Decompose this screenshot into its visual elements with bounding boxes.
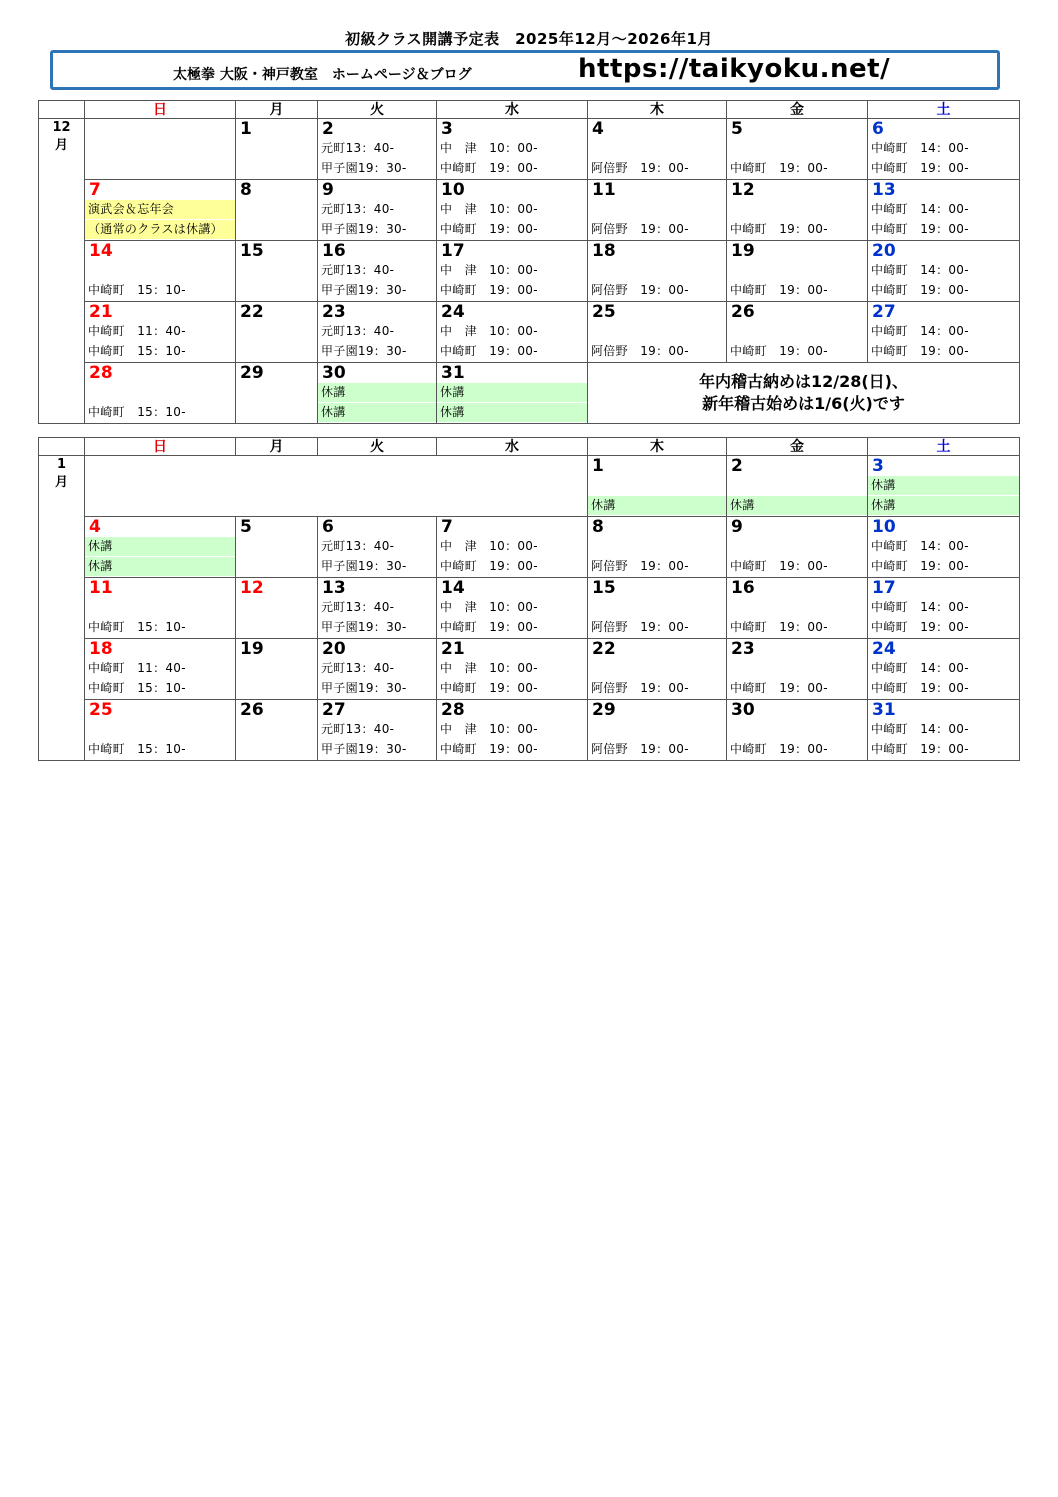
class-schedule-line: 中崎町 19：00- [440,222,538,236]
class-schedule-line: 中 津 10：00- [440,324,538,338]
class-schedule-line [727,200,867,219]
class-schedule-line [236,159,317,178]
day-number: 12 [240,578,264,598]
weekday-tue: 火 [318,438,437,456]
class-schedule-line: 休講 [588,496,726,515]
day-cell [318,363,437,424]
class-schedule-line: 中崎町 14：00- [871,722,969,736]
day-number: 25 [89,700,113,720]
class-schedule-line: 甲子園19：30- [321,161,407,175]
class-schedule-line: 中崎町 15：10- [88,344,186,358]
class-schedule-line [236,322,317,341]
day-number: 13 [872,180,896,200]
day-number: 6 [322,517,334,537]
class-schedule-line [236,618,317,637]
empty-cell [85,119,236,180]
day-number: 8 [240,180,252,200]
day-number: 1 [240,119,252,139]
weekday-fri: 金 [727,438,868,456]
day-cell [85,180,236,241]
day-cell [727,578,868,639]
week-row [39,700,1020,761]
class-schedule-line: 中崎町 19：00- [440,559,538,573]
day-number: 23 [322,302,346,322]
class-schedule-line: 阿倍野 19：00- [591,681,689,695]
class-schedule-line: 休講 [85,537,235,556]
day-number: 22 [592,639,616,659]
class-schedule-line: 中崎町 19：00- [730,681,828,695]
calendar-december [38,100,1020,424]
day-cell [85,700,236,761]
day-cell [318,302,437,363]
day-cell [236,700,318,761]
class-schedule-line: 演武会＆忘年会 [85,200,235,219]
day-number: 3 [441,119,453,139]
day-cell [236,180,318,241]
class-schedule-line [588,261,726,280]
class-schedule-line: 中崎町 19：00- [871,222,969,236]
class-schedule-line [588,476,726,495]
class-schedule-line: 中崎町 19：00- [730,620,828,634]
day-cell [868,119,1020,180]
class-schedule-line [236,598,317,617]
class-schedule-line [236,403,317,422]
class-schedule-line [588,537,726,556]
class-schedule-line: 甲子園19：30- [321,344,407,358]
class-schedule-line: 中崎町 19：00- [730,283,828,297]
day-cell [588,302,727,363]
day-cell [868,180,1020,241]
class-schedule-line: 中崎町 14：00- [871,600,969,614]
day-cell [727,456,868,517]
class-schedule-line: 中崎町 14：00- [871,202,969,216]
year-end-notice [588,371,1019,415]
class-schedule-line [588,200,726,219]
day-cell [727,241,868,302]
day-cell [437,578,588,639]
class-schedule-line: 中崎町 14：00- [871,539,969,553]
week-row [39,456,1020,517]
day-number: 26 [240,700,264,720]
day-number: 27 [872,302,896,322]
day-number: 18 [592,241,616,261]
day-number: 5 [731,119,743,139]
day-number: 31 [441,363,465,383]
class-schedule-line: 元町13：40- [321,661,395,675]
empty-cell [85,456,588,517]
class-schedule-line [727,476,867,495]
day-cell [236,578,318,639]
class-schedule-line [588,139,726,158]
weekday-header-row [39,101,1020,119]
class-schedule-line: 中崎町 14：00- [871,324,969,338]
day-number: 8 [592,517,604,537]
day-number: 2 [731,456,743,476]
day-cell [236,119,318,180]
class-schedule-line: 阿倍野 19：00- [591,344,689,358]
day-cell [437,700,588,761]
class-schedule-line [236,220,317,239]
day-number: 17 [872,578,896,598]
class-schedule-line: 阿倍野 19：00- [591,559,689,573]
day-cell [236,363,318,424]
class-schedule-line: 中 津 10：00- [440,600,538,614]
day-number: 14 [441,578,465,598]
day-number: 3 [872,456,884,476]
day-number: 19 [240,639,264,659]
class-schedule-line: 中崎町 19：00- [440,344,538,358]
day-cell [318,517,437,578]
month-number: 12 [52,120,71,135]
class-schedule-line: 元町13：40- [321,141,395,155]
day-cell [727,517,868,578]
class-schedule-line: 中崎町 15：10- [88,742,186,756]
website-link[interactable]: https://taikyoku.net/ [578,54,891,84]
class-schedule-line [727,261,867,280]
day-cell [236,241,318,302]
day-number: 16 [731,578,755,598]
week-row [39,180,1020,241]
class-schedule-line: 甲子園19：30- [321,222,407,236]
class-schedule-line: 元町13：40- [321,263,395,277]
class-schedule-line: 阿倍野 19：00- [591,742,689,756]
day-number: 24 [872,639,896,659]
day-number: 22 [240,302,264,322]
class-schedule-line [236,383,317,402]
day-number: 30 [731,700,755,720]
class-schedule-line: 中崎町 19：00- [730,742,828,756]
day-cell [236,302,318,363]
weekday-sun: 日 [85,101,236,119]
weekday-thu: 木 [588,101,727,119]
month-number: 1 [56,457,67,472]
class-schedule-line: 休講 [318,403,436,422]
class-schedule-line: 元町13：40- [321,324,395,338]
class-schedule-line: 甲子園19：30- [321,742,407,756]
class-schedule-line: 中崎町 11：40- [88,324,186,338]
day-number: 11 [592,180,616,200]
calendar-january [38,437,1020,761]
weekday-sat: 土 [868,101,1020,119]
class-schedule-line [236,740,317,759]
day-cell [85,241,236,302]
day-number: 1 [592,456,604,476]
week-row [39,363,1020,424]
class-schedule-line: 中崎町 11：40- [88,661,186,675]
day-cell [727,119,868,180]
class-schedule-line: 中崎町 19：00- [440,681,538,695]
page-title: 初級クラス開講予定表 2025年12月～2026年1月 [345,30,713,48]
class-schedule-line: 休講 [868,496,1019,515]
day-cell [727,180,868,241]
day-cell [868,241,1020,302]
day-cell [85,517,236,578]
day-number: 2 [322,119,334,139]
class-schedule-line: 阿倍野 19：00- [591,161,689,175]
weekday-wed: 水 [437,101,588,119]
notice-line: 年内稽古納めは12/28(日)、 [698,372,908,391]
class-schedule-line: 甲子園19：30- [321,283,407,297]
class-schedule-line: 元町13：40- [321,722,395,736]
notice-line: 新年稽古始めは1/6(火)です [702,394,905,413]
day-cell [437,119,588,180]
class-schedule-line: 阿倍野 19：00- [591,283,689,297]
class-schedule-line [236,261,317,280]
class-schedule-line: 中崎町 19：00- [871,620,969,634]
class-schedule-line: 中崎町 15：10- [88,283,186,297]
day-number: 28 [441,700,465,720]
weekday-mon: 月 [236,101,318,119]
day-cell [588,517,727,578]
day-number: 29 [240,363,264,383]
day-cell [868,517,1020,578]
class-schedule-line: 中崎町 19：00- [440,161,538,175]
day-cell [318,700,437,761]
day-cell [727,700,868,761]
class-schedule-line: 中 津 10：00- [440,539,538,553]
day-number: 23 [731,639,755,659]
class-schedule-line [588,720,726,739]
class-schedule-line: 中崎町 19：00- [730,344,828,358]
day-cell [588,578,727,639]
day-cell [318,578,437,639]
class-schedule-line: 休講 [727,496,867,515]
class-schedule-line: 休講 [437,383,587,402]
day-number: 7 [441,517,453,537]
weekday-sat: 土 [868,438,1020,456]
day-cell [588,456,727,517]
class-schedule-line: 甲子園19：30- [321,681,407,695]
class-schedule-line: 中崎町 19：00- [440,620,538,634]
day-cell [437,517,588,578]
day-cell [588,241,727,302]
class-schedule-line [85,383,235,402]
day-number: 15 [240,241,264,261]
class-schedule-line: 中崎町 19：00- [730,161,828,175]
class-schedule-line: 阿倍野 19：00- [591,222,689,236]
class-schedule-line [236,659,317,678]
class-schedule-line: 甲子園19：30- [321,559,407,573]
day-number: 4 [89,517,101,537]
class-schedule-line: 中崎町 15：10- [88,405,186,419]
class-schedule-line: 中崎町 14：00- [871,141,969,155]
class-schedule-line: 休講 [868,476,1019,495]
class-schedule-line [85,598,235,617]
class-schedule-line: 元町13：40- [321,202,395,216]
weekday-header-row [39,438,1020,456]
day-cell [85,363,236,424]
day-number: 9 [731,517,743,537]
day-number: 25 [592,302,616,322]
class-schedule-line: 甲子園19：30- [321,620,407,634]
class-schedule-line [236,537,317,556]
day-cell [868,456,1020,517]
month-unit: 月 [54,475,68,490]
week-row [39,241,1020,302]
day-number: 20 [322,639,346,659]
class-schedule-line: 中 津 10：00- [440,202,538,216]
day-number: 24 [441,302,465,322]
day-number: 28 [89,363,113,383]
class-schedule-line: 中崎町 19：00- [871,681,969,695]
day-number: 6 [872,119,884,139]
class-schedule-line: 休講 [437,403,587,422]
day-cell [588,180,727,241]
day-number: 16 [322,241,346,261]
day-cell [868,302,1020,363]
day-cell [85,578,236,639]
class-schedule-line: 休講 [85,557,235,576]
class-schedule-line: （通常のクラスは休講） [85,220,235,239]
weekday-fri: 金 [727,101,868,119]
class-schedule-line: 阿倍野 19：00- [591,620,689,634]
class-schedule-line: 中崎町 15：10- [88,681,186,695]
day-cell [318,639,437,700]
week-row [39,578,1020,639]
website-banner [50,50,1000,90]
day-cell [868,578,1020,639]
day-number: 27 [322,700,346,720]
day-cell [437,241,588,302]
class-schedule-line [236,720,317,739]
day-cell [437,363,588,424]
day-cell [727,302,868,363]
day-cell [236,517,318,578]
class-schedule-line [85,720,235,739]
day-cell [318,241,437,302]
week-row [39,119,1020,180]
day-cell [437,180,588,241]
class-schedule-line: 中 津 10：00- [440,141,538,155]
day-number: 10 [441,180,465,200]
day-number: 21 [89,302,113,322]
class-schedule-line: 中崎町 19：00- [871,559,969,573]
day-number: 29 [592,700,616,720]
day-number: 9 [322,180,334,200]
class-schedule-line [588,598,726,617]
class-schedule-line: 中 津 10：00- [440,661,538,675]
day-cell [85,639,236,700]
day-cell [588,700,727,761]
day-number: 15 [592,578,616,598]
day-cell [318,180,437,241]
class-schedule-line: 中崎町 19：00- [440,742,538,756]
weekday-tue: 火 [318,101,437,119]
week-row [39,302,1020,363]
day-number: 19 [731,241,755,261]
day-number: 11 [89,578,113,598]
class-schedule-line: 中崎町 19：00- [871,742,969,756]
day-cell [868,639,1020,700]
class-schedule-line [236,281,317,300]
day-cell [437,639,588,700]
day-cell [236,639,318,700]
month-unit: 月 [54,138,68,153]
class-schedule-line [727,598,867,617]
day-cell [85,302,236,363]
class-schedule-line: 元町13：40- [321,539,395,553]
class-schedule-line [727,720,867,739]
class-schedule-line: 中崎町 19：00- [871,161,969,175]
weekday-sun: 日 [85,438,236,456]
class-schedule-line [236,557,317,576]
notice-cell [588,363,1020,424]
class-schedule-line: 中 津 10：00- [440,722,538,736]
day-cell [437,302,588,363]
day-number: 31 [872,700,896,720]
day-number: 17 [441,241,465,261]
day-cell [727,639,868,700]
banner-text: 太極拳 大阪・神戸教室 ホームページ＆ブログ [173,67,472,83]
day-cell [318,119,437,180]
day-number: 7 [89,180,101,200]
weekday-wed: 水 [437,438,588,456]
day-number: 20 [872,241,896,261]
class-schedule-line [588,659,726,678]
class-schedule-line: 中 津 10：00- [440,263,538,277]
month-label [39,119,85,424]
class-schedule-line: 中崎町 19：00- [730,559,828,573]
day-number: 10 [872,517,896,537]
weekday-mon: 月 [236,438,318,456]
week-row [39,517,1020,578]
class-schedule-line [236,200,317,219]
class-schedule-line [727,139,867,158]
weekday-thu: 木 [588,438,727,456]
class-schedule-line: 中崎町 14：00- [871,661,969,675]
day-number: 18 [89,639,113,659]
day-number: 4 [592,119,604,139]
class-schedule-line [588,322,726,341]
day-cell [588,119,727,180]
class-schedule-line [85,261,235,280]
class-schedule-line: 中崎町 19：00- [871,283,969,297]
day-number: 14 [89,241,113,261]
class-schedule-line [236,679,317,698]
class-schedule-line: 中崎町 19：00- [871,344,969,358]
class-schedule-line: 中崎町 19：00- [730,222,828,236]
day-number: 21 [441,639,465,659]
class-schedule-line: 中崎町 15：10- [88,620,186,634]
class-schedule-line [236,139,317,158]
class-schedule-line [236,342,317,361]
day-cell [588,639,727,700]
day-number: 13 [322,578,346,598]
day-cell [868,700,1020,761]
day-number: 5 [240,517,252,537]
day-number: 12 [731,180,755,200]
day-number: 26 [731,302,755,322]
class-schedule-line: 中崎町 19：00- [440,283,538,297]
month-label [39,456,85,761]
class-schedule-line: 休講 [318,383,436,402]
class-schedule-line: 元町13：40- [321,600,395,614]
class-schedule-line [727,537,867,556]
week-row [39,639,1020,700]
class-schedule-line [727,659,867,678]
day-number: 30 [322,363,346,383]
class-schedule-line [727,322,867,341]
class-schedule-line: 中崎町 14：00- [871,263,969,277]
